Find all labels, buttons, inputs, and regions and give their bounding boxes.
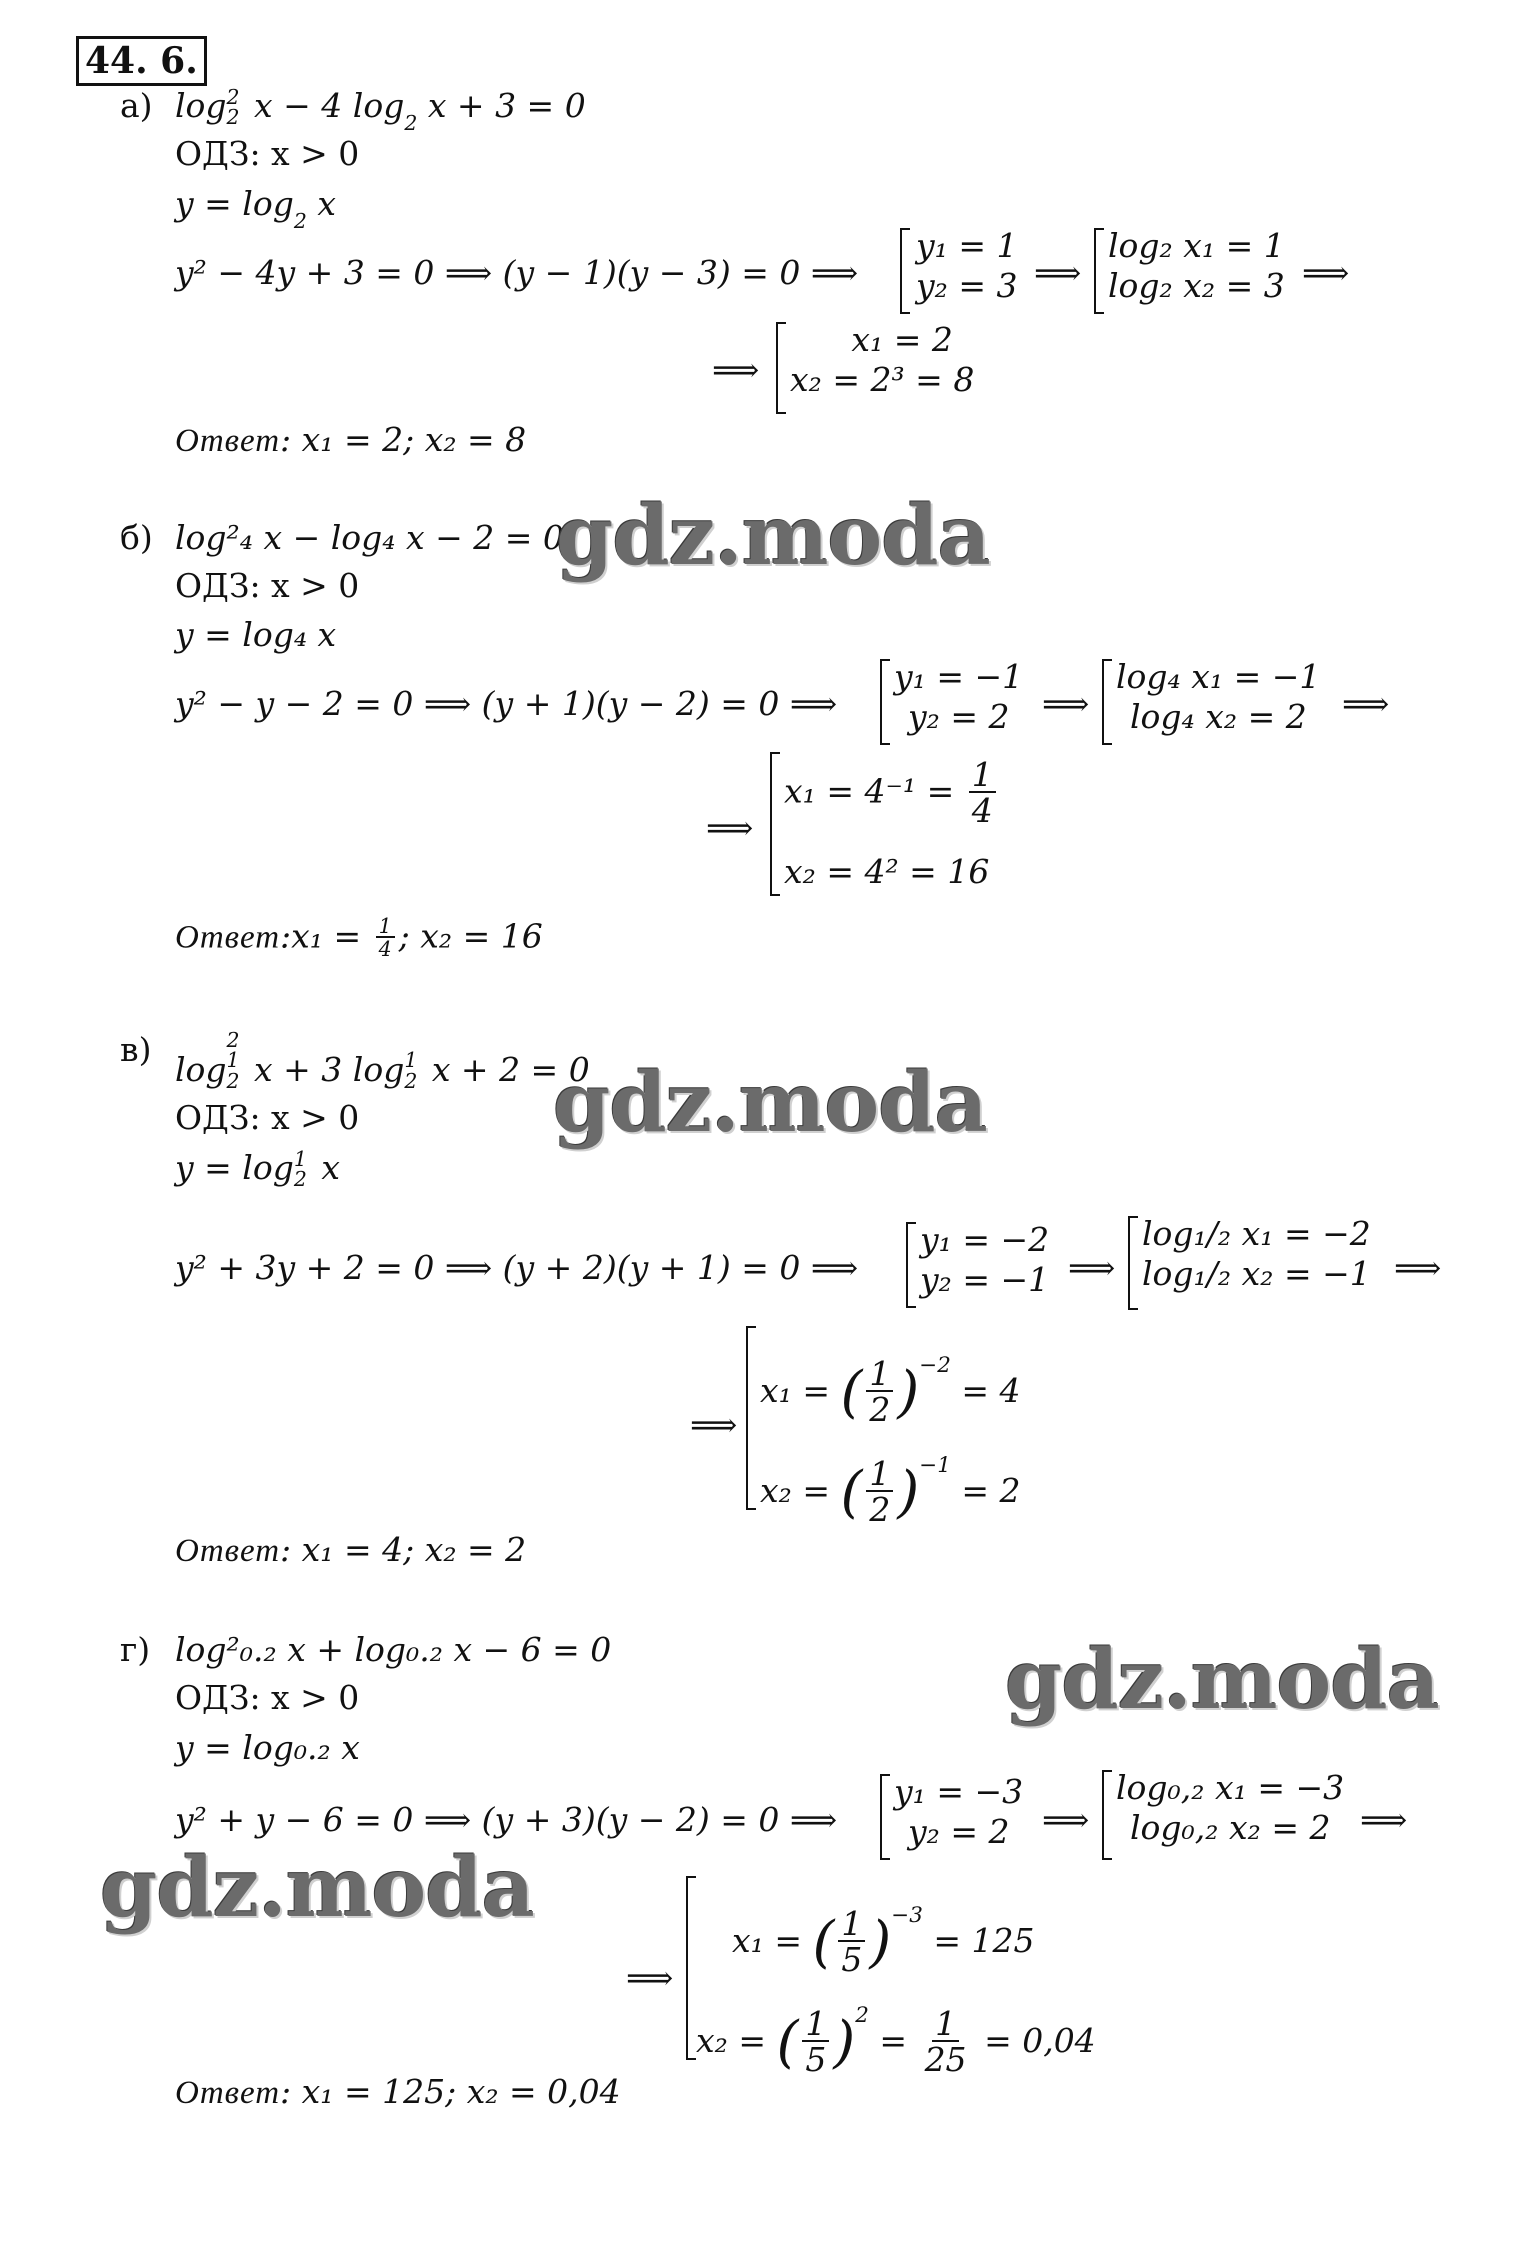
part-c-x2: x₂ = ( $\frac{1}{2}$ )−1 = 2 [760,1453,1021,1530]
part-d-arrow-3: ⟹ [626,1958,674,1997]
watermark: gdz.moda [556,488,990,584]
watermark: gdz.moda [553,1055,987,1151]
part-b-equation: log²₄ x − log₄ x − 2 = 0 [175,518,564,557]
part-c-logs-bracket [1128,1216,1138,1310]
part-b-chain: y² − y − 2 = 0 ⟹ (y + 1)(y − 2) = 0 ⟹ [175,684,838,723]
part-b-x2: x₂ = 4² = 16 [784,852,990,891]
part-c-arrow-2: ⟹ [1394,1248,1442,1287]
part-b-label: б) [120,518,153,557]
part-d-label: г) [120,1630,151,1669]
part-b-logs: log₄ x₁ = −1 log₄ x₂ = 2 [1116,657,1321,736]
part-c-answer: Ответ: x₁ = 4; x₂ = 2 [175,1530,527,1569]
part-c-arrow-1: ⟹ [1068,1248,1116,1287]
part-c-label: в) [120,1030,152,1069]
part-a-chain: y² − 4y + 3 = 0 ⟹ (y − 1)(y − 3) = 0 ⟹ [175,253,859,292]
part-a-label: а) [120,86,153,125]
part-a-answer: Ответ: x₁ = 2; x₂ = 8 [175,420,527,459]
part-a-odz: ОДЗ: x > 0 [175,134,360,173]
part-d-xs-bracket [686,1876,696,2060]
part-a-logs-bracket [1094,228,1104,314]
part-d-chain: y² + y − 6 = 0 ⟹ (y + 3)(y − 2) = 0 ⟹ [175,1800,838,1839]
part-a-equation: log 2 2 x − 4 $\log_2 x + 3 = 0$ [175,84,586,135]
part-c-logs: log₁/₂ x₁ = −2 log₁/₂ x₂ = −1 [1142,1214,1371,1293]
part-c-odz: ОДЗ: x > 0 [175,1098,360,1137]
part-a-roots: y₁ = 1 y₂ = 3 [916,226,1018,305]
part-b-xs-bracket [770,752,780,896]
watermark: gdz.moda [100,1840,534,1936]
part-a-substitution: $y = \log_2 x$ [175,184,336,233]
part-d-equation: log²₀.₂ x + log₀.₂ x − 6 = 0 [175,1630,612,1669]
part-d-roots: y₁ = −3 y₂ = 2 [894,1772,1024,1851]
part-c-xs-bracket [746,1326,756,1510]
part-d-logs: log₀,₂ x₁ = −3 log₀,₂ x₂ = 2 [1116,1768,1345,1847]
part-c-chain: y² + 3y + 2 = 0 ⟹ (y + 2)(y + 1) = 0 ⟹ [175,1248,859,1287]
part-b-substitution: y = log₄ x [175,615,337,654]
part-c-roots: y₁ = −2 y₂ = −1 [920,1220,1050,1299]
part-d-x1: x₁ = ( $\frac{1}{5}$ )−3 = 125 [732,1903,1035,1980]
part-a-arrow-3: ⟹ [712,350,760,389]
part-b-odz: ОДЗ: x > 0 [175,566,360,605]
part-b-logs-bracket [1102,659,1112,745]
part-a-xs-bracket [776,322,786,414]
part-c-arrow-3: ⟹ [690,1405,738,1444]
part-d-odz: ОДЗ: x > 0 [175,1678,360,1717]
part-c-substitution: y = log 1 2 x [175,1146,340,1192]
part-d-logs-bracket [1102,1770,1112,1860]
part-a-xs: x₁ = 2 x₂ = 2³ = 8 [790,320,975,399]
part-a-arrow-2: ⟹ [1302,253,1350,292]
part-b-roots: y₁ = −1 y₂ = 2 [894,657,1024,736]
part-c-equation: log 2 1 2 x + 3 log 1 2 x + 2 = 0 [175,1028,590,1093]
part-a-arrow-1: ⟹ [1034,253,1082,292]
part-c-roots-bracket [906,1222,916,1308]
part-b-x1: x₁ = 4⁻¹ = $\frac{1}{4}$ [784,758,1000,829]
part-d-arrow-2: ⟹ [1360,1800,1408,1839]
part-d-arrow-1: ⟹ [1042,1800,1090,1839]
part-b-arrow-3: ⟹ [706,808,754,847]
part-b-roots-bracket [880,659,890,745]
problem-number: 44. 6. [76,36,207,86]
part-b-arrow-1: ⟹ [1042,684,1090,723]
part-d-roots-bracket [880,1774,890,1860]
watermark: gdz.moda [1005,1632,1439,1728]
part-a-logs: log₂ x₁ = 1 log₂ x₂ = 3 [1108,226,1285,305]
part-b-arrow-2: ⟹ [1342,684,1390,723]
part-d-substitution: y = log₀.₂ x [175,1728,360,1767]
part-b-answer: Ответ:x₁ = $\frac{1}{4}$ ; x₂ = 16 [175,914,543,962]
part-d-x2: x₂ = ( $\frac{1}{5}$ )2 = $\frac{1}{25}$ = 0,04 [696,2003,1096,2080]
part-c-x1: x₁ = ( $\frac{1}{2}$ )−2 = 4 [760,1353,1021,1430]
part-a-roots-bracket [900,228,910,314]
part-d-answer: Ответ: x₁ = 125; x₂ = 0,04 [175,2072,621,2111]
